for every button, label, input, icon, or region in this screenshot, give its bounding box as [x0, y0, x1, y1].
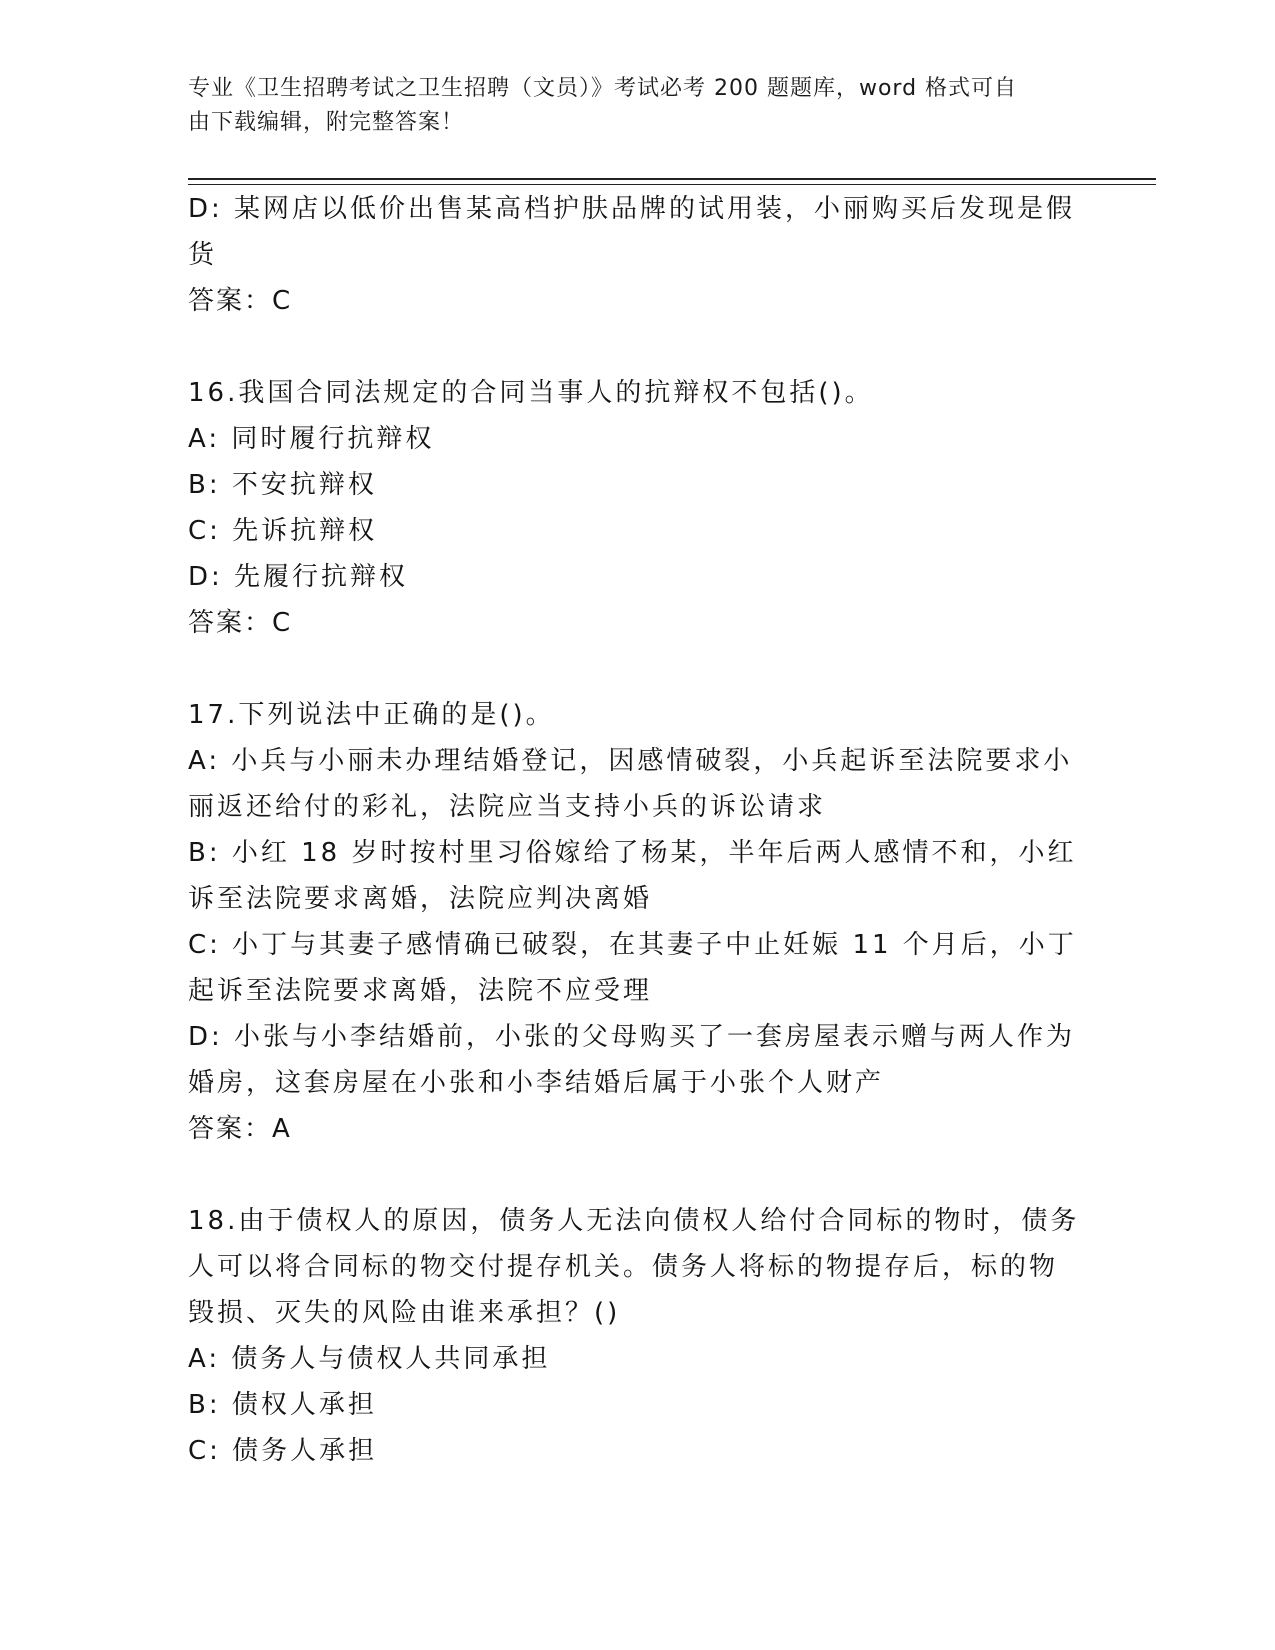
option-c: C: 先诉抗辩权	[188, 516, 378, 546]
header-rule-thick	[188, 178, 1156, 180]
document-header	[188, 72, 1088, 140]
question-stem: 17.下列说法中正确的是()。	[188, 700, 555, 730]
option-a: A: 债务人与债权人共同承担	[188, 1344, 551, 1374]
spacer	[188, 324, 1088, 370]
header-title-line-2: 由下载编辑，附完整答案！	[188, 110, 465, 135]
answer-line: 答案：C	[188, 608, 293, 638]
previous-question-tail	[188, 186, 1088, 324]
option-a-continued: 丽返还给付的彩礼，法院应当支持小兵的诉讼请求	[188, 792, 827, 822]
option-b: B: 不安抗辩权	[188, 470, 377, 500]
document-body	[188, 186, 1088, 1474]
option-c: C: 债务人承担	[188, 1436, 378, 1466]
question-16	[188, 370, 1088, 646]
option-d: D: 先履行抗辩权	[188, 562, 409, 592]
option-d-line: D: 某网店以低价出售某高档护肤品牌的试用装，小丽购买后发现是假	[188, 194, 1076, 224]
option-a: A: 同时履行抗辩权	[188, 424, 435, 454]
question-17	[188, 692, 1088, 1152]
option-d-line: 货	[188, 240, 218, 270]
question-stem-continued: 毁损、灭失的风险由谁来承担？()	[188, 1298, 621, 1328]
spacer	[188, 1152, 1088, 1198]
answer-line: 答案：C	[188, 286, 293, 316]
question-stem-continued: 人可以将合同标的物交付提存机关。债务人将标的物提存后，标的物	[188, 1252, 1059, 1282]
header-title-line-1: 专业《卫生招聘考试之卫生招聘（文员）》考试必考 200 题题库，word 格式可自	[188, 76, 1018, 101]
option-c-continued: 起诉至法院要求离婚，法院不应受理	[188, 976, 653, 1006]
spacer	[188, 646, 1088, 692]
question-stem: 16.我国合同法规定的合同当事人的抗辩权不包括()。	[188, 378, 874, 408]
answer-line: 答案：A	[188, 1114, 292, 1144]
option-b: B: 债权人承担	[188, 1390, 377, 1420]
option-b-continued: 诉至法院要求离婚，法院应判决离婚	[188, 884, 653, 914]
option-d: D: 小张与小李结婚前，小张的父母购买了一套房屋表示赠与两人作为	[188, 1022, 1076, 1052]
question-stem: 18.由于债权人的原因，债务人无法向债权人给付合同标的物时，债务	[188, 1206, 1080, 1236]
question-18	[188, 1198, 1088, 1474]
option-d-continued: 婚房，这套房屋在小张和小李结婚后属于小张个人财产	[188, 1068, 885, 1098]
option-b: B: 小红 18 岁时按村里习俗嫁给了杨某，半年后两人感情不和，小红	[188, 838, 1077, 868]
header-rule-thin	[188, 184, 1156, 185]
option-a: A: 小兵与小丽未办理结婚登记，因感情破裂，小兵起诉至法院要求小	[188, 746, 1073, 776]
option-c: C: 小丁与其妻子感情确已破裂，在其妻子中止妊娠 11 个月后，小丁	[188, 930, 1077, 960]
